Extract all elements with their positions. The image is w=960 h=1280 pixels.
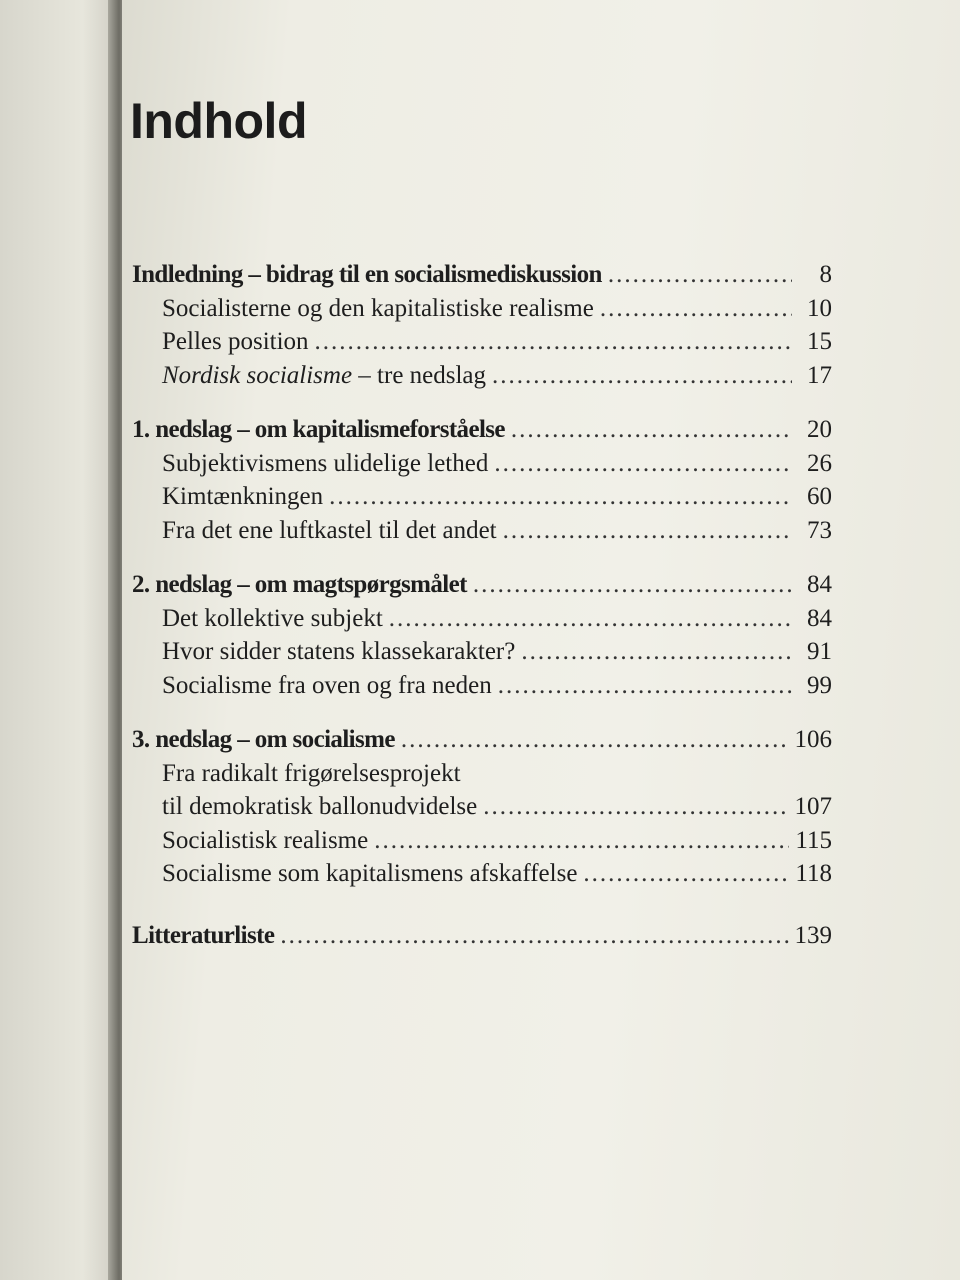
toc-item-rest: – tre nedslag bbox=[352, 361, 487, 389]
toc-page-number: 26 bbox=[807, 449, 832, 477]
toc-page-number: 139 bbox=[794, 921, 832, 949]
toc-item bbox=[132, 514, 832, 548]
dot-leader bbox=[494, 447, 792, 480]
left-page-edge bbox=[0, 0, 118, 1280]
toc-heading-label: 2. nedslag – om magtspørgsmålet bbox=[132, 571, 467, 598]
toc-item bbox=[132, 790, 832, 824]
toc-heading-label: Litteraturliste bbox=[132, 921, 275, 949]
toc-item bbox=[132, 824, 832, 858]
toc-heading-label: 1. nedslag – om kapitalismeforståelse bbox=[132, 416, 505, 443]
table-of-contents bbox=[132, 258, 832, 952]
toc-page-number: 91 bbox=[807, 638, 832, 665]
toc-page-number: 60 bbox=[807, 483, 832, 510]
dot-leader bbox=[498, 669, 792, 702]
section-gap bbox=[132, 702, 832, 723]
toc-heading-label: Indledning – bidrag til en socialismediskussion bbox=[132, 261, 602, 288]
dot-leader bbox=[389, 602, 792, 635]
toc-page-number: 10 bbox=[807, 294, 832, 322]
toc-page-number: 115 bbox=[795, 826, 832, 854]
toc-item bbox=[132, 292, 832, 326]
toc-heading-label: 3. nedslag – om socialisme bbox=[132, 726, 395, 753]
dot-leader bbox=[280, 919, 788, 952]
dot-leader bbox=[600, 292, 792, 325]
toc-page-number: 84 bbox=[807, 604, 832, 632]
section-gap bbox=[132, 891, 832, 919]
toc-page-number: 106 bbox=[794, 726, 832, 753]
section-gap bbox=[132, 392, 832, 413]
dot-leader bbox=[583, 857, 789, 890]
toc-heading-nedslag-3 bbox=[132, 723, 832, 757]
toc-page-number: 118 bbox=[795, 860, 832, 887]
toc-page-number: 73 bbox=[807, 516, 832, 544]
toc-bibliography bbox=[132, 919, 832, 953]
toc-item bbox=[132, 602, 832, 636]
toc-item-label: Subjektivismens ulidelige lethed bbox=[162, 449, 489, 477]
toc-item bbox=[132, 325, 832, 359]
section-gap bbox=[132, 547, 832, 568]
toc-item-first-line: Fra radikalt frigørelsesprojekt bbox=[162, 759, 461, 787]
dot-leader bbox=[473, 568, 792, 601]
toc-item-label: Socialisme som kapitalismens afskaffelse bbox=[162, 860, 578, 887]
toc-page-number: 15 bbox=[807, 328, 832, 355]
toc-item-label: Pelles position bbox=[162, 328, 309, 355]
toc-heading-nedslag-2 bbox=[132, 568, 832, 602]
toc-item bbox=[132, 359, 832, 393]
toc-item-italic-part: Nordisk socialisme bbox=[162, 361, 353, 389]
toc-item bbox=[132, 635, 832, 669]
dot-leader bbox=[483, 790, 788, 823]
toc-page-number: 8 bbox=[819, 261, 832, 288]
toc-item bbox=[132, 669, 832, 703]
dot-leader bbox=[521, 635, 792, 668]
dot-leader bbox=[315, 325, 792, 358]
book-page bbox=[122, 0, 960, 1280]
dot-leader bbox=[511, 413, 792, 446]
toc-item-label: Socialisme fra oven og fra neden bbox=[162, 671, 492, 699]
toc-item-label: Hvor sidder statens klassekarakter? bbox=[162, 638, 516, 665]
toc-item-label: Kimtænkningen bbox=[162, 483, 324, 510]
page-title: Indhold bbox=[130, 93, 307, 149]
dot-leader bbox=[503, 514, 792, 547]
toc-item-label: Socialistisk realisme bbox=[162, 826, 369, 854]
toc-page-number: 84 bbox=[807, 571, 832, 598]
dot-leader bbox=[401, 723, 789, 756]
toc-page-number: 99 bbox=[807, 671, 832, 699]
toc-item-label: Socialisterne og den kapitalistiske realisme bbox=[162, 294, 594, 322]
toc-page-number: 20 bbox=[807, 416, 832, 443]
dot-leader bbox=[492, 359, 792, 392]
toc-item-label bbox=[162, 359, 486, 392]
toc-item bbox=[132, 480, 832, 514]
toc-item-label: til demokratisk ballonudvidelse bbox=[162, 793, 478, 820]
dot-leader bbox=[329, 480, 792, 513]
toc-heading-introduction bbox=[132, 258, 832, 292]
toc-item-label: Fra det ene luftkastel til det andet bbox=[162, 516, 497, 544]
toc-item-label: Det kollektive subjekt bbox=[162, 604, 383, 632]
dot-leader bbox=[374, 824, 789, 857]
toc-page-number: 17 bbox=[807, 361, 832, 389]
toc-heading-nedslag-1 bbox=[132, 413, 832, 447]
dot-leader bbox=[608, 258, 792, 291]
toc-item bbox=[132, 447, 832, 481]
toc-item bbox=[132, 857, 832, 891]
toc-page-number: 107 bbox=[794, 793, 832, 820]
